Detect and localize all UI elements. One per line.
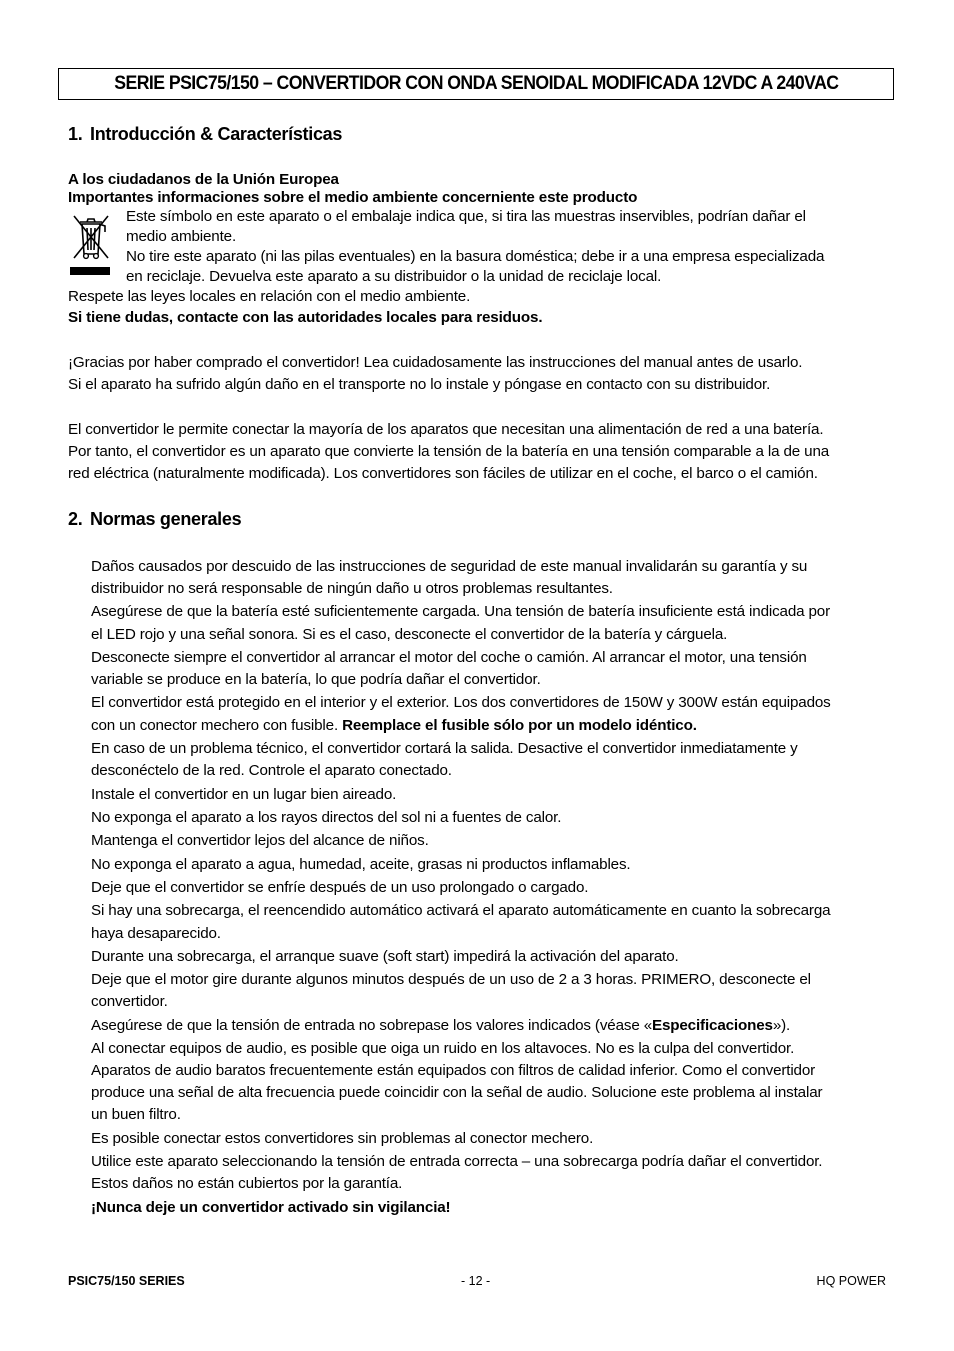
rule-line-20: convertidor. (91, 993, 168, 1010)
respect-line: Respete las leyes locales en relación con el medio ambiente. (68, 288, 471, 305)
footer-brand: HQ POWER (816, 1274, 886, 1288)
rule-line-9: En caso de un problema técnico, el convertidor cortará la salida. Desactive el convertidor inmediatamente y (91, 740, 798, 757)
thanks-line-2: Si el aparato ha sufrido algún daño en el transporte no lo instale y póngase en contacto con su distribuidor. (68, 376, 771, 393)
rule-line-18: Durante una sobrecarga, el arranque suave (soft start) impedirá la activación del aparato. (91, 948, 679, 965)
thanks-line-1: ¡Gracias por haber comprado el convertidor! Lea cuidadosamente las instrucciones del manual antes de usarlo. (68, 354, 803, 371)
rule-line-2: distribuidor no será responsable de ningún daño u otros problemas resultantes. (91, 580, 613, 597)
weee-text-line-4: en reciclaje. Devuelva este aparato a su distribuidor o la unidad de reciclaje local. (126, 268, 662, 285)
spec-line: Asegúrese de que la tensión de entrada no sobrepase los valores indicados (véase «Especificaciones»). (91, 1017, 791, 1034)
weee-text-line-2: medio ambiente. (126, 228, 237, 245)
weee-crossed-bin-icon (68, 210, 114, 278)
section-2-heading: 2. Normas generales (68, 509, 242, 529)
rule-line-3: Asegúrese de que la batería esté suficientemente cargada. Una tensión de batería insuficiente está indicada por (91, 603, 830, 620)
weee-text-line-1: Este símbolo en este aparato o el embalaje indica que, si tira las muestras inservibles, podrían dañar el (126, 208, 806, 225)
rule-line-24: produce una señal de alta frecuencia puede coincidir con la señal de audio. Solucione este problema al instalar (91, 1084, 823, 1101)
rule-line-14: No exponga el aparato a agua, humedad, aceite, grasas ni productos inflamables. (91, 856, 631, 873)
rule-line-19: Deje que el motor gire durante algunos minutos después de un uso de 2 a 3 horas. PRIMERO, desconecte el (91, 971, 811, 988)
rule-line-11: Instale el convertidor en un lugar bien aireado. (91, 786, 397, 803)
rule-line-13: Mantenga el convertidor lejos del alcance de niños. (91, 832, 429, 849)
page-title: SERIE PSIC75/150 – CONVERTIDOR CON ONDA SENOIDAL MODIFICADA 12VDC A 240VAC (58, 68, 894, 100)
rule-line-4: el LED rojo y una señal sonora. Si es el caso, desconecte el convertidor de la batería y cárguela. (91, 626, 728, 643)
rule-line-15: Deje que el convertidor se enfríe después de un uso prolongado o cargado. (91, 879, 589, 896)
rule-line-17: haya desaparecido. (91, 925, 221, 942)
doubts-line: Si tiene dudas, contacte con las autoridades locales para residuos. (68, 309, 543, 326)
rule-line-26: Es posible conectar estos convertidores sin problemas al conector mechero. (91, 1130, 594, 1147)
intro-line-2: Por tanto, el convertidor es un aparato que convierte la tensión de la batería en una tensión comparable a la de una (68, 443, 830, 460)
rule-line-5: Desconecte siempre el convertidor al arrancar el motor del coche o camión. Al arrancar el motor, una tensión (91, 649, 807, 666)
rule-line-10: desconéctelo de la red. Controle el aparato conectado. (91, 762, 452, 779)
rule-line-22: Al conectar equipos de audio, es posible que oiga un ruido en los altavoces. No es la culpa del convertidor. (91, 1040, 795, 1057)
intro-line-1: El convertidor le permite conectar la mayoría de los aparatos que necesitan una alimentación de red a una batería. (68, 421, 824, 438)
footer-series: PSIC75/150 SERIES (68, 1274, 185, 1288)
weee-text-line-3: No tire este aparato (ni las pilas eventuales) en la basura doméstica; debe ir a una empresa especializada (126, 248, 825, 265)
rule-line-25: un buen filtro. (91, 1106, 181, 1123)
rule-line-23: Aparatos de audio baratos frecuentemente están equipados con filtros de calidad inferior. Como el convertidor (91, 1062, 816, 1079)
rule-line-27: Utilice este aparato seleccionando la tensión de entrada correcta – una sobrecarga podría dañar el convertidor. (91, 1153, 823, 1170)
eu-heading: A los ciudadanos de la Unión Europea (68, 171, 339, 188)
footer-page-number: - 12 - (461, 1274, 491, 1288)
rule-line-1: Daños causados por descuido de las instrucciones de seguridad de este manual invalidarán su garantía y su (91, 558, 808, 575)
warning-line: ¡Nunca deje un convertidor activado sin vigilancia! (91, 1199, 451, 1216)
intro-line-3: red eléctrica (naturalmente modificada). Los convertidores son fáciles de utilizar en el coche, el barco o el camión. (68, 465, 818, 482)
env-heading: Importantes informaciones sobre el medio ambiente concerniente este producto (68, 189, 638, 206)
section-1-heading: 1. Introducción & Características (68, 124, 343, 144)
fuse-line: con un conector mechero con fusible. Reemplace el fusible sólo por un modelo idéntico. (91, 717, 697, 734)
rule-line-7: El convertidor está protegido en el interior y el exterior. Los dos convertidores de 150W y 300W están equipados (91, 694, 831, 711)
rule-line-6: variable se produce en la batería, lo que podría dañar el convertidor. (91, 671, 541, 688)
rule-line-28: Estos daños no están cubiertos por la garantía. (91, 1175, 403, 1192)
rule-line-16: Si hay una sobrecarga, el reencendido automático activará el aparato automáticamente en cuanto la sobrecarga (91, 902, 831, 919)
rule-line-12: No exponga el aparato a los rayos directos del sol ni a fuentes de calor. (91, 809, 562, 826)
